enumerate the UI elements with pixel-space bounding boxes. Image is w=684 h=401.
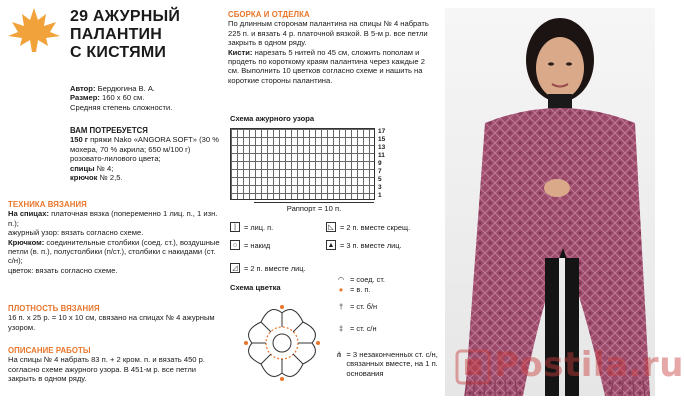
- legend-yo: ○ = накид: [230, 240, 270, 250]
- legend-k2tog: ◿ = 2 п. вместе лиц.: [230, 263, 306, 273]
- materials-block: ВАМ ПОТРЕБУЕТСЯ 150 г пряжи Nako «ANGORA SOFT» (30 % мохера, 70 % акрила; 650 м/100 г) розовато-лилового цвета; спицы № 4; крючок № 2,5.: [70, 126, 219, 183]
- meta-block: Автор: Бердюгина В. А. Размер: 160 х 60 см. Средняя степень сложности.: [70, 84, 173, 112]
- technique-heading: ТЕХНИКА ВЯЗАНИЯ: [8, 200, 87, 209]
- assembly-heading: СБОРКА И ОТДЕЛКА: [228, 10, 310, 19]
- description-block: ОПИСАНИЕ РАБОТЫ На спицы № 4 набрать 83 п. + 2 кром. п. и вязать 450 р. согласно схеме ажурного узора. В 451-м р. все петли закрыть в одном ряду.: [8, 346, 220, 384]
- watermark-text: Postila.ru: [494, 345, 684, 385]
- legend-dc: ‡ = ст. с/н: [338, 324, 377, 333]
- legend-knit: | = лиц. п.: [230, 222, 273, 232]
- flower-heading: Схема цветка: [230, 283, 281, 292]
- model-photo: [445, 8, 655, 396]
- legend-cluster: ⋔ = 3 незаконченных ст. с/н, связанных вместе, на 1 п. основания: [336, 350, 438, 378]
- maple-leaf-icon: [6, 6, 62, 54]
- legend-ch: ● = в. п.: [338, 285, 371, 294]
- repeat-label: Раппорт = 10 п.: [254, 202, 374, 213]
- page-title: 29 АЖУРНЫЙ ПАЛАНТИН С КИСТЯМИ: [70, 8, 181, 61]
- materials-heading: ВАМ ПОТРЕБУЕТСЯ: [70, 126, 148, 135]
- chart-heading: Схема ажурного узора: [230, 114, 315, 123]
- density-block: ПЛОТНОСТЬ ВЯЗАНИЯ 16 п. х 25 р. = 10 х 10 см, связано на спицах № 4 ажурным узором.: [8, 304, 220, 332]
- legend-k2tog-tbl: ◺ = 2 п. вместе скрещ.: [326, 222, 410, 232]
- flower-diagram: [232, 293, 332, 393]
- technique-block: ТЕХНИКА ВЯЗАНИЯ На спицах: платочная вязка (попеременно 1 лиц. п., 1 изн. п.); ажурный узор: вязать согласно схеме. Крючком: соединительные столбики (соед. ст.), воздушные петли (в. п.), полустолбики (п/ст.), столбики с накидами (ст. с/н); цветок: вязать согласно схеме.: [8, 200, 220, 275]
- postila-logo-icon: [453, 347, 493, 387]
- description-heading: ОПИСАНИЕ РАБОТЫ: [8, 346, 91, 355]
- density-heading: ПЛОТНОСТЬ ВЯЗАНИЯ: [8, 304, 100, 313]
- chart-row-numbers: 17 15 13 11 9 7 5 3 1: [378, 128, 386, 199]
- assembly-block: СБОРКА И ОТДЕЛКА По длинным сторонам палантина на спицы № 4 набрать 225 п. и вязать 4 р. платочной вязкой. В 5-м р. все петли закрыть в одном ряду. Кисти: нарезать 5 нитей по 45 см, сложить пополам и продеть по короткому краям палантина через каждые 2 см. Выполнить 10 цветков согласно схеме и нашить на короткие стороны палантина.: [228, 10, 438, 85]
- openwork-chart: [230, 128, 375, 200]
- legend-slst: ◠ = соед. ст.: [337, 275, 385, 284]
- legend-hdc: † = ст. б/н: [338, 302, 378, 311]
- legend-k3tog: ▲ = 3 п. вместе лиц.: [327, 240, 402, 250]
